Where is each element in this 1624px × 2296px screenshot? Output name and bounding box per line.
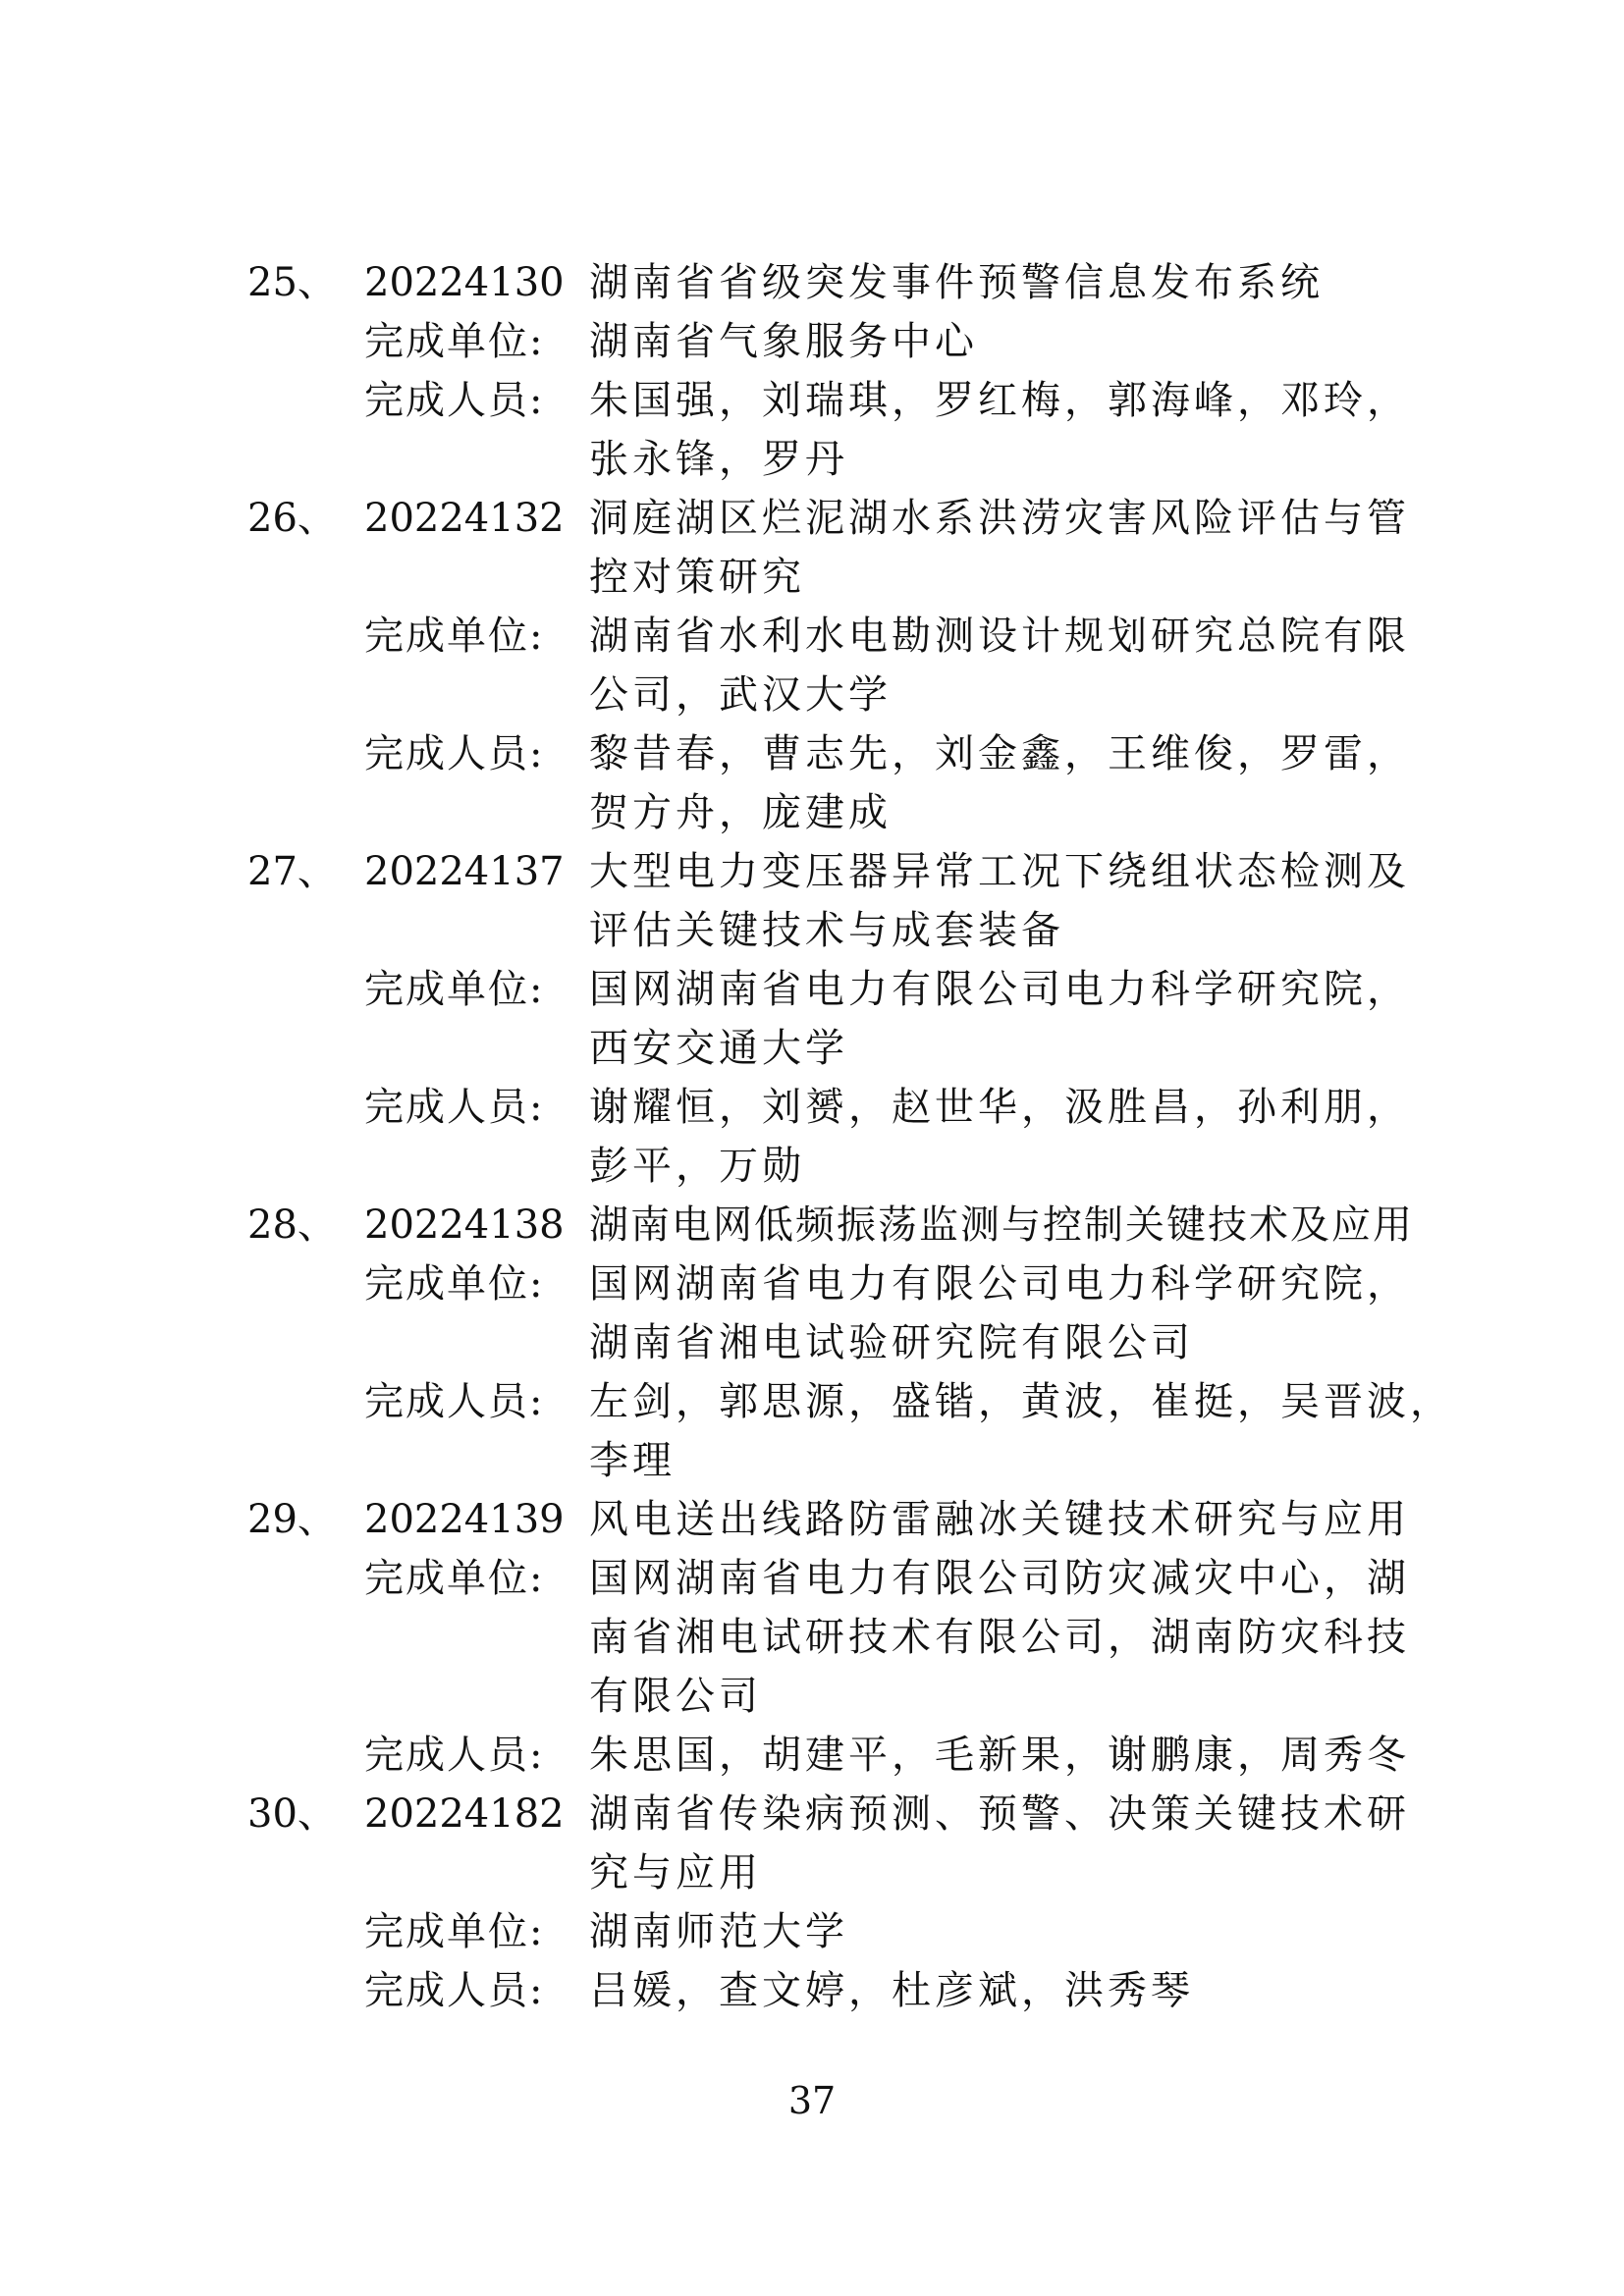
unit-label: 完成单位: — [364, 1261, 545, 1307]
entry-title-line: 湖南省传染病预测、预警、决策关键技术研 — [589, 1791, 1410, 1837]
entry-code: 20224138 — [364, 1202, 565, 1248]
entry-number: 27、 — [247, 849, 337, 894]
entry-number: 26、 — [247, 496, 337, 541]
unit-line: 西安交通大学 — [589, 1026, 848, 1071]
entry-title-line: 控对策研究 — [589, 555, 805, 600]
unit-line: 湖南省湘电试验研究院有限公司 — [589, 1320, 1194, 1365]
entry-number: 28、 — [247, 1202, 337, 1248]
entry-code: 20224137 — [364, 849, 565, 894]
entry-code: 20224182 — [364, 1791, 565, 1837]
people-line: 彭平，万勋 — [589, 1144, 805, 1189]
unit-line: 有限公司 — [589, 1674, 762, 1719]
unit-label: 完成单位: — [364, 319, 545, 364]
people-label: 完成人员: — [364, 1968, 545, 2013]
unit-line: 国网湖南省电力有限公司防灾减灾中心，湖 — [589, 1556, 1410, 1601]
unit-label: 完成单位: — [364, 1556, 545, 1601]
unit-line: 湖南师范大学 — [589, 1909, 848, 1954]
people-line: 李理 — [589, 1438, 676, 1483]
entry-title-line: 究与应用 — [589, 1850, 762, 1896]
people-label: 完成人员: — [364, 1379, 545, 1424]
entry-title-line: 湖南电网低频振荡监测与控制关键技术及应用 — [589, 1202, 1414, 1248]
unit-line: 湖南省气象服务中心 — [589, 319, 978, 364]
entry-number: 29、 — [247, 1497, 337, 1542]
unit-line: 公司，武汉大学 — [589, 672, 892, 718]
people-line: 朱思国，胡建平，毛新果，谢鹏康，周秀冬 — [589, 1733, 1410, 1778]
people-label: 完成人员: — [364, 731, 545, 776]
unit-line: 国网湖南省电力有限公司电力科学研究院， — [589, 967, 1410, 1012]
unit-label: 完成单位: — [364, 614, 545, 659]
people-line: 贺方舟，庞建成 — [589, 790, 892, 835]
people-line: 朱国强，刘瑞琪，罗红梅，郭海峰，邓玲， — [589, 378, 1410, 423]
unit-line: 南省湘电试研技术有限公司，湖南防灾科技 — [589, 1615, 1410, 1660]
entry-title-line: 风电送出线路防雷融冰关键技术研究与应用 — [589, 1497, 1410, 1542]
entry-title-line: 大型电力变压器异常工况下绕组状态检测及 — [589, 849, 1410, 894]
entry-number: 25、 — [247, 260, 337, 305]
people-line: 黎昔春，曹志先，刘金鑫，王维俊，罗雷， — [589, 731, 1410, 776]
people-line: 左剑，郭思源，盛锴，黄波，崔挺，吴晋波， — [589, 1379, 1453, 1424]
entry-title-line: 湖南省省级突发事件预警信息发布系统 — [589, 260, 1324, 305]
entry-number: 30、 — [247, 1791, 337, 1837]
entry-title-line: 评估关键技术与成套装备 — [589, 908, 1064, 953]
unit-label: 完成单位: — [364, 1909, 545, 1954]
people-label: 完成人员: — [364, 1733, 545, 1778]
people-line: 谢耀恒，刘赟，赵世华，汲胜昌，孙利朋， — [589, 1085, 1410, 1130]
people-label: 完成人员: — [364, 1085, 545, 1130]
entry-title-line: 洞庭湖区烂泥湖水系洪涝灾害风险评估与管 — [589, 496, 1410, 541]
page-number: 37 — [787, 2079, 837, 2122]
entry-code: 20224130 — [364, 260, 565, 305]
entry-code: 20224132 — [364, 496, 565, 541]
people-line: 吕媛，查文婷，杜彦斌，洪秀琴 — [589, 1968, 1194, 2013]
entry-code: 20224139 — [364, 1497, 565, 1542]
unit-line: 国网湖南省电力有限公司电力科学研究院， — [589, 1261, 1410, 1307]
people-line: 张永锋，罗丹 — [589, 437, 848, 482]
people-label: 完成人员: — [364, 378, 545, 423]
unit-label: 完成单位: — [364, 967, 545, 1012]
unit-line: 湖南省水利水电勘测设计规划研究总院有限 — [589, 614, 1410, 659]
